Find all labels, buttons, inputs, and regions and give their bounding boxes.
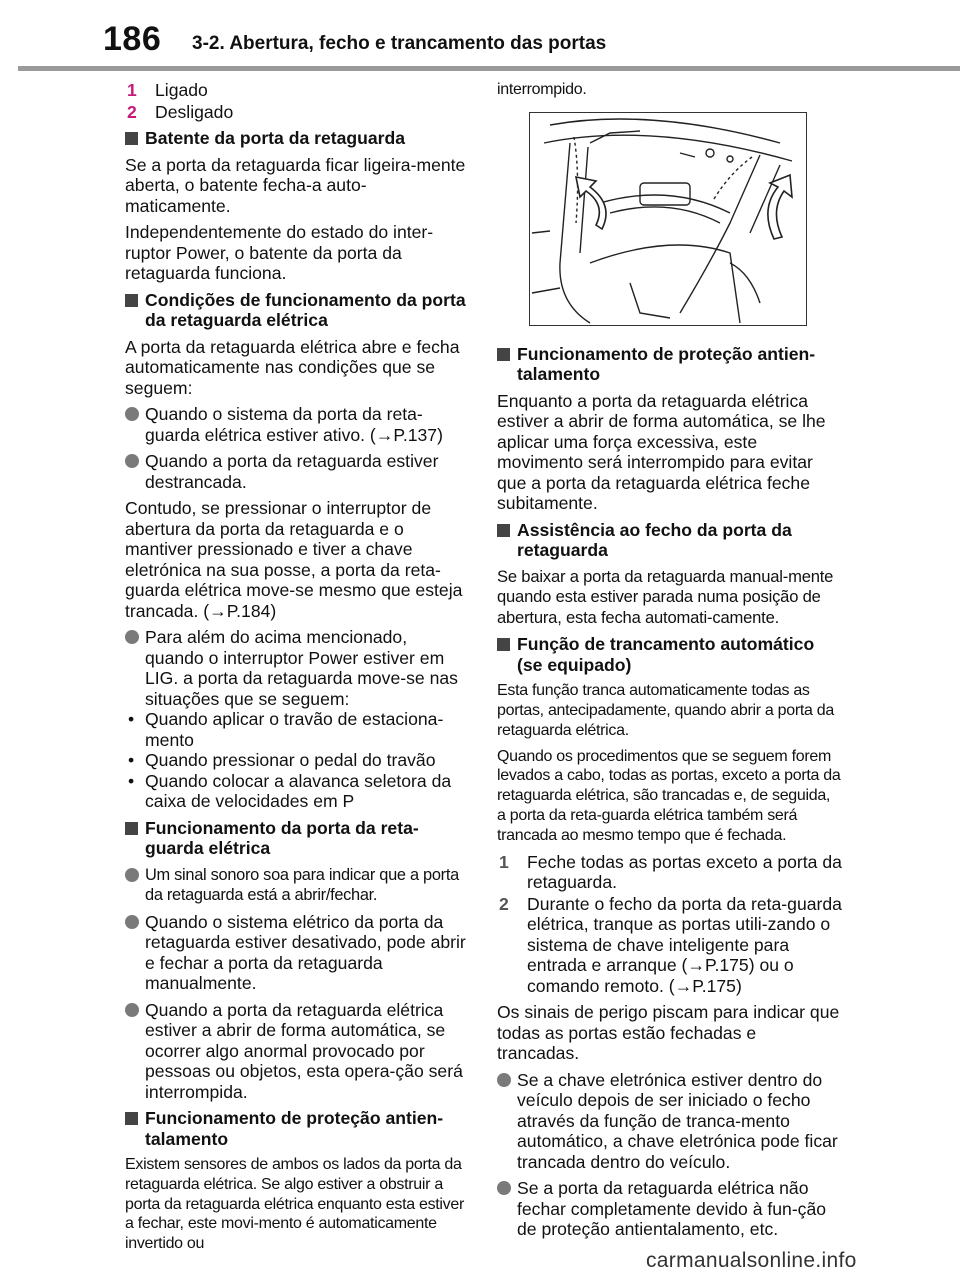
paragraph: Independentemente do estado do inter-ruptor Power, o batente da porta da retaguarda funciona.: [125, 222, 434, 283]
bullet-item: Quando o sistema elétrico da porta da retaguarda estiver desativado, pode abrir e fechar a porta da retaguarda manualmente.: [125, 912, 468, 994]
numbered-item-2: 2 Durante o fecho da porta da reta-guarda elétrica, tranque as portas utili-zando o sistema de chave inteligente para entrada e arranque (→P.175) ou o comando remoto. (→P.175): [499, 893, 842, 996]
item-text-1: Ligado: [155, 80, 208, 100]
sub-item: • Quando aplicar o travão de estaciona-mento: [128, 709, 444, 750]
bullet-item: Quando a porta da retaguarda elétrica estiver a abrir de forma automática, se ocorrer algo anormal provocado por pessoas ou objetos, esta opera-ção será interrompida.: [125, 1000, 468, 1103]
bullet-item: Quando a porta da retaguarda estiver destrancada.: [125, 451, 468, 492]
circle-bullet-icon: [125, 915, 139, 929]
numbered-item-1: 1 Feche todas as portas exceto a porta da retaguarda.: [499, 851, 842, 893]
square-bullet-icon: [497, 348, 510, 361]
tailgate-drawing: [530, 113, 806, 325]
paragraph: Os sinais de perigo piscam para indicar que todas as portas estão fechadas e trancadas.: [497, 1002, 840, 1064]
square-bullet-icon: [125, 294, 138, 307]
paragraph: Se a porta da retaguarda ficar ligeira-mente aberta, o batente fecha-a auto-maticamente.: [125, 154, 466, 216]
bullet-item: Se a porta da retaguarda elétrica não fechar completamente devido à fun-ção de proteção antientalamento, etc.: [497, 1178, 842, 1240]
item-number-2: 2: [127, 101, 137, 122]
tailgate-illustration: [529, 112, 807, 326]
paragraph: interrompido.: [497, 81, 587, 98]
page-number: 186: [103, 20, 162, 58]
paragraph: Esta função tranca automaticamente todas as portas, antecipadamente, quando abrir a porta da retaguarda elétrica.: [497, 682, 834, 739]
watermark: carmanualsonline.info: [646, 1249, 857, 1272]
paragraph: Quando os procedimentos que se seguem forem levados a cabo, todas as portas, exceto a porta da retaguarda elétrica, são trancadas e, de seguida, a porta da reta-guarda elétrica também será trancada ao mesmo tempo que é fechada.: [497, 747, 841, 844]
chapter-title: 3-2. Abertura, fecho e trancamento das portas: [192, 33, 607, 54]
heading-batente: Batente da porta da retaguarda: [125, 128, 468, 149]
numbered-item-1: [125, 80, 468, 101]
square-bullet-icon: [497, 524, 510, 537]
sub-item: • Quando pressionar o pedal do travão: [128, 750, 436, 770]
circle-bullet-icon: [497, 1181, 511, 1195]
right-column: [497, 80, 842, 1246]
dot-bullet-icon: •: [128, 770, 135, 791]
paragraph: Se baixar a porta da retaguarda manual-mente quando esta estiver parada numa posição de abertura, esta fecha automati-camente.: [497, 566, 834, 627]
circle-bullet-icon: [125, 868, 139, 882]
dot-bullet-icon: •: [128, 750, 135, 770]
paragraph: Enquanto a porta da retaguarda elétrica estiver a abrir de forma automática, se lhe aplicar uma força excessiva, este movimento será interrompido para evitar que a porta da retaguarda elétrica feche subitamente.: [497, 390, 826, 514]
circle-bullet-icon: [125, 407, 139, 421]
bullet-item: Para além do acima mencionado, quando o interruptor Power estiver em LIG. a porta da retaguarda move-se nas situações que se seguem:: [125, 627, 468, 709]
circle-bullet-icon: [497, 1073, 511, 1087]
heading-funcionamento: Funcionamento da porta da reta-guarda elétrica: [125, 818, 468, 859]
circle-bullet-icon: [125, 630, 139, 644]
numbered-item-2: [125, 102, 468, 123]
square-bullet-icon: [125, 822, 138, 835]
square-bullet-icon: [125, 1112, 138, 1125]
heading-protecao-2: Funcionamento de proteção antien-talamento: [497, 344, 842, 385]
heading-condicoes: Condições de funcionamento da porta da retaguarda elétrica: [125, 290, 468, 331]
left-column: [125, 80, 468, 1260]
heading-protecao: Funcionamento de proteção antien-talamento: [125, 1108, 468, 1149]
item-number-1: 1: [127, 80, 137, 100]
circle-bullet-icon: [125, 454, 139, 468]
paragraph: Existem sensores de ambos os lados da porta da retaguarda elétrica. Se algo estiver a obstruir a porta da retaguarda elétrica enquanto esta estiver a fechar, este movi-mento é automaticamente invertido ou: [125, 1156, 465, 1253]
heading-trancamento: Função de trancamento automático (se equipado): [497, 634, 842, 675]
paragraph: Contudo, se pressionar o interruptor de abertura da porta da retaguarda e o mantiver pressionado e tiver a chave eletrónica na sua posse, a porta da reta-guarda elétrica move-se mesmo que esteja trancada. (→P.184): [125, 498, 463, 621]
bullet-item: Um sinal sonoro soa para indicar que a porta da retaguarda está a abrir/fechar.: [125, 865, 468, 906]
bullet-item: Se a chave eletrónica estiver dentro do veículo depois de ser iniciado o fecho através da função de tranca-mento automático, a chave eletrónica pode ficar trancada dentro do veículo.: [497, 1070, 842, 1173]
heading-assistencia: Assistência ao fecho da porta da retaguarda: [497, 520, 842, 561]
square-bullet-icon: [497, 638, 510, 651]
sub-item: • Quando colocar a alavanca seletora da caixa de velocidades em P: [128, 770, 452, 811]
paragraph: A porta da retaguarda elétrica abre e fecha automaticamente nas condições que se seguem:: [125, 336, 460, 398]
item-number-1: 1: [499, 851, 509, 872]
item-text-2: Desligado: [155, 101, 234, 122]
circle-bullet-icon: [125, 1003, 139, 1017]
bullet-item: Quando o sistema da porta da reta-guarda elétrica estiver ativo. (→P.137): [125, 404, 468, 445]
dot-bullet-icon: •: [128, 709, 135, 729]
header-rule: [18, 66, 960, 71]
item-number-2: 2: [499, 893, 509, 914]
square-bullet-icon: [125, 132, 138, 145]
page-header: [0, 0, 960, 70]
